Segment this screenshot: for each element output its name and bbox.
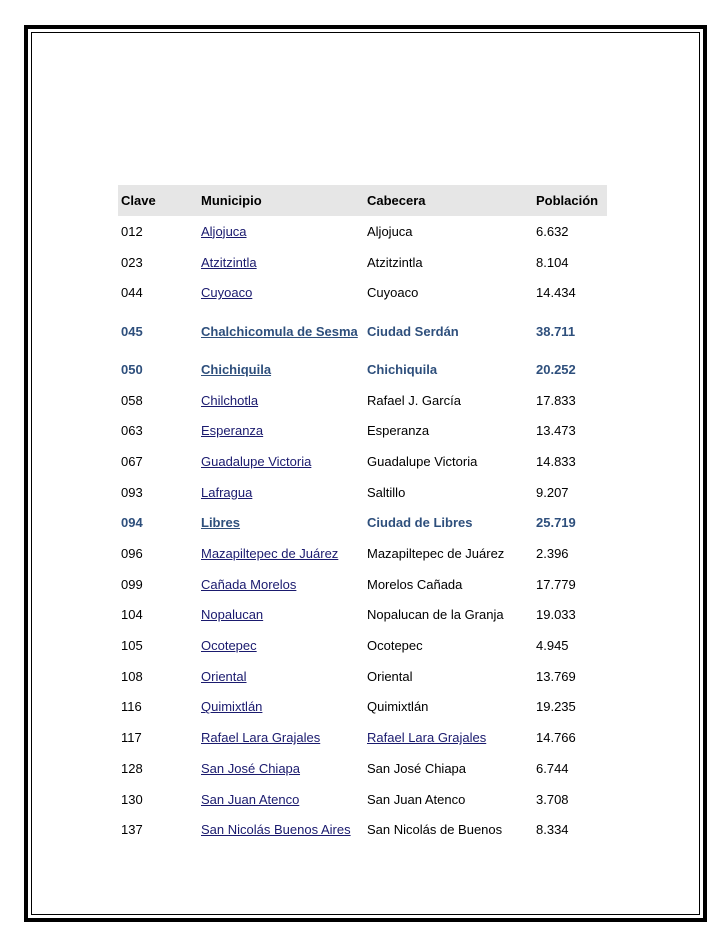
cell-cabecera: Aljojuca: [367, 223, 413, 239]
cell-poblacion: 19.033: [536, 607, 576, 623]
municipio-link[interactable]: Chalchicomula de Sesma: [201, 323, 358, 339]
municipio-link[interactable]: Aljojuca: [201, 223, 247, 239]
cell-clave: 099: [121, 576, 143, 592]
header-municipio: Municipio: [198, 185, 364, 216]
cell-clave: 128: [121, 760, 143, 776]
cell-poblacion: 38.711: [536, 323, 576, 339]
cell-poblacion: 8.104: [536, 254, 569, 270]
cell-cabecera: Ocotepec: [367, 638, 423, 654]
cell-clave: 012: [121, 223, 143, 239]
table-row-highlighted: [118, 308, 607, 354]
table-row: [118, 569, 607, 600]
cell-clave: 104: [121, 607, 143, 623]
header-cabecera: Cabecera: [364, 185, 533, 216]
table-row: [118, 784, 607, 815]
table-row: [118, 247, 607, 278]
municipio-link[interactable]: Mazapiltepec de Juárez: [201, 546, 339, 562]
table-header-row: [118, 185, 607, 216]
header-clave: Clave: [118, 185, 198, 216]
cell-clave: 050: [121, 361, 143, 377]
cell-clave: 058: [121, 392, 143, 408]
municipio-link[interactable]: Atzitzintla: [201, 254, 257, 270]
municipio-link[interactable]: San Juan Atenco: [201, 791, 300, 807]
cell-poblacion: 13.769: [536, 668, 576, 684]
table-row-highlighted: [118, 508, 607, 539]
cell-cabecera: Esperanza: [367, 423, 430, 439]
cabecera-link[interactable]: Rafael Lara Grajales: [367, 730, 487, 746]
cell-poblacion: 14.766: [536, 730, 576, 746]
cell-clave: 045: [121, 323, 143, 339]
cell-poblacion: 14.833: [536, 453, 576, 469]
cell-cabecera: Saltillo: [367, 484, 406, 500]
cell-clave: 116: [121, 699, 142, 715]
cell-cabecera: Ciudad Serdán: [367, 323, 459, 339]
table-row: [118, 753, 607, 784]
cell-poblacion: 17.779: [536, 576, 576, 592]
cell-poblacion: 17.833: [536, 392, 576, 408]
cell-cabecera: San Nicolás de Buenos: [367, 822, 503, 838]
table-row: [118, 814, 607, 845]
cell-clave: 094: [121, 515, 143, 531]
municipio-link[interactable]: Cañada Morelos: [201, 576, 297, 592]
cell-cabecera: Chichiquila: [367, 361, 438, 377]
cell-poblacion: 19.235: [536, 699, 576, 715]
municipio-link[interactable]: Chilchotla: [201, 392, 259, 408]
municipios-table-container: [118, 185, 607, 845]
cell-clave: 063: [121, 423, 143, 439]
cell-cabecera: Morelos Cañada: [367, 576, 463, 592]
table-row: [118, 692, 607, 723]
table-row: [118, 216, 607, 247]
cell-clave: 105: [121, 638, 143, 654]
cell-cabecera: Atzitzintla: [367, 254, 423, 270]
municipio-link[interactable]: Oriental: [201, 668, 247, 684]
cell-clave: 044: [121, 285, 143, 301]
cell-clave: 096: [121, 546, 143, 562]
table-row: [118, 600, 607, 631]
cell-poblacion: 4.945: [536, 638, 569, 654]
cell-cabecera: Oriental: [367, 668, 413, 684]
cell-clave: 023: [121, 254, 143, 270]
table-row-highlighted: [118, 354, 607, 385]
municipio-link[interactable]: Libres: [201, 515, 241, 531]
cell-poblacion: 6.744: [536, 760, 569, 776]
cell-poblacion: 14.434: [536, 285, 576, 301]
municipio-link[interactable]: San Nicolás Buenos Aires: [201, 822, 351, 838]
table-row: [118, 277, 607, 308]
cell-clave: 117: [121, 730, 142, 746]
cell-poblacion: 3.708: [536, 791, 569, 807]
municipio-link[interactable]: Esperanza: [201, 423, 264, 439]
table-row: [118, 722, 607, 753]
table-row: [118, 630, 607, 661]
cell-clave: 093: [121, 484, 143, 500]
municipio-link[interactable]: Nopalucan: [201, 607, 264, 623]
cell-poblacion: 6.632: [536, 223, 569, 239]
cell-poblacion: 25.719: [536, 515, 576, 531]
cell-cabecera: Cuyoaco: [367, 285, 419, 301]
cell-cabecera: Nopalucan de la Granja: [367, 607, 504, 623]
table-row: [118, 415, 607, 446]
cell-poblacion: 2.396: [536, 546, 569, 562]
cell-cabecera: Guadalupe Victoria: [367, 453, 478, 469]
cell-clave: 108: [121, 668, 143, 684]
table-row: [118, 477, 607, 508]
municipio-link[interactable]: Ocotepec: [201, 638, 257, 654]
cell-cabecera: Mazapiltepec de Juárez: [367, 546, 505, 562]
table-row: [118, 385, 607, 416]
municipios-table: [118, 185, 607, 845]
cell-poblacion: 9.207: [536, 484, 569, 500]
cell-clave: 137: [121, 822, 143, 838]
municipio-link[interactable]: Quimixtlán: [201, 699, 263, 715]
cell-poblacion: 20.252: [536, 361, 576, 377]
cell-poblacion: 8.334: [536, 822, 569, 838]
cell-cabecera: Ciudad de Libres: [367, 515, 473, 531]
cell-clave: 130: [121, 791, 143, 807]
municipio-link[interactable]: Cuyoaco: [201, 285, 253, 301]
cell-cabecera: Rafael J. García: [367, 392, 461, 408]
cell-cabecera: Quimixtlán: [367, 699, 429, 715]
table-row: [118, 538, 607, 569]
municipio-link[interactable]: San José Chiapa: [201, 760, 301, 776]
municipio-link[interactable]: Guadalupe Victoria: [201, 453, 312, 469]
cell-clave: 067: [121, 453, 143, 469]
header-poblacion: Población: [533, 185, 607, 216]
cell-poblacion: 13.473: [536, 423, 576, 439]
cell-cabecera: San José Chiapa: [367, 760, 467, 776]
table-row: [118, 446, 607, 477]
table-row: [118, 661, 607, 692]
municipio-link[interactable]: Lafragua: [201, 484, 253, 500]
municipio-link[interactable]: Rafael Lara Grajales: [201, 730, 321, 746]
cell-cabecera: San Juan Atenco: [367, 791, 466, 807]
municipio-link[interactable]: Chichiquila: [201, 361, 272, 377]
